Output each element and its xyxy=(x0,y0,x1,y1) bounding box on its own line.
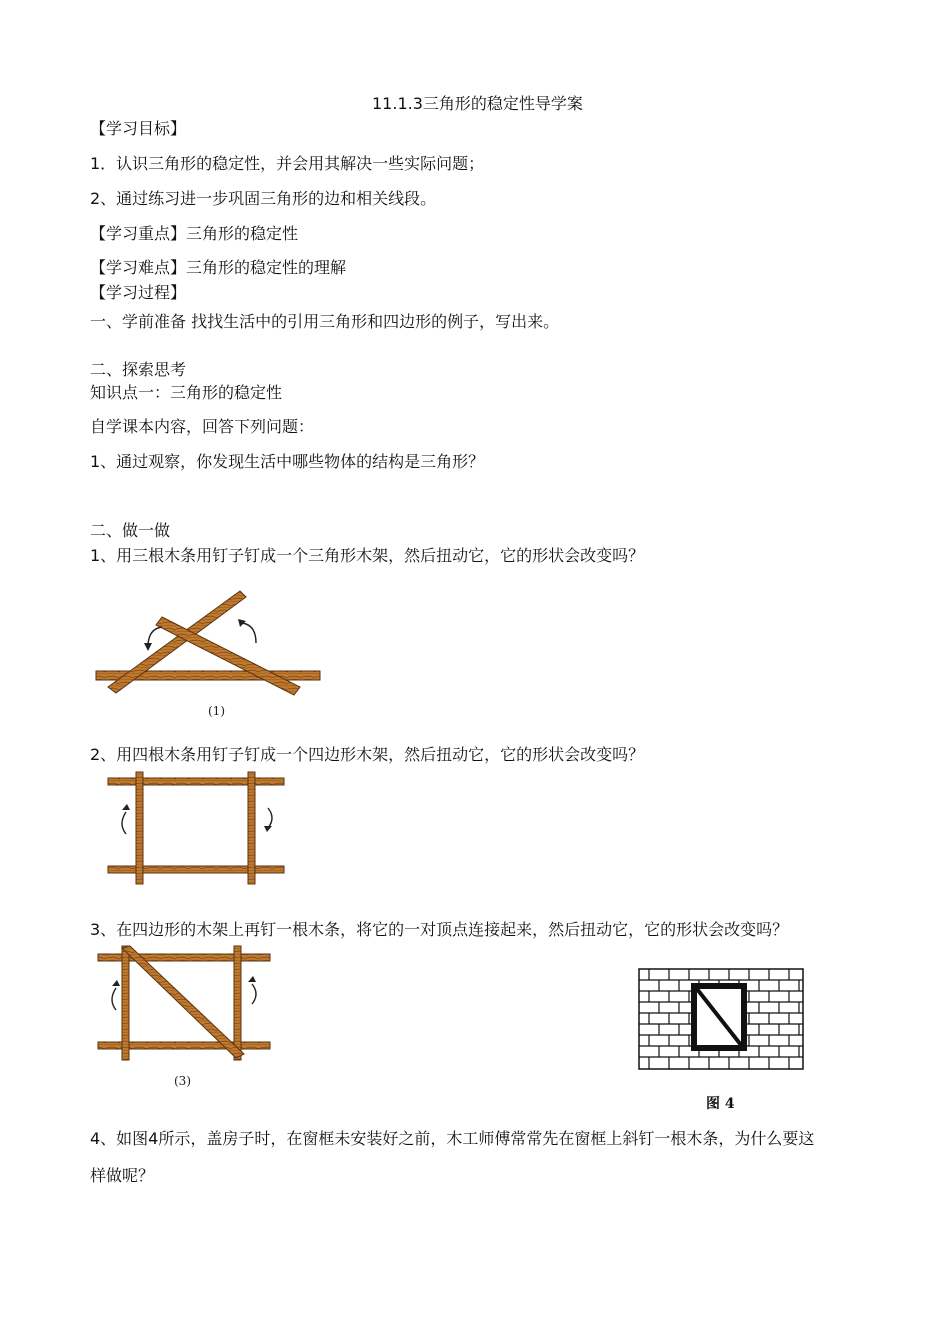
prep-question: 一、学前准备 找找生活中的引用三角形和四边形的例子，写出来。 xyxy=(90,312,560,331)
quadrilateral-frame-figure xyxy=(92,770,292,888)
goal-item-1: 1．认识三角形的稳定性，并会用其解决一些实际问题； xyxy=(90,154,485,173)
figure-4-caption: 图 4 xyxy=(706,1096,735,1112)
right-wooden-bar xyxy=(156,617,300,695)
rotate-arrow-right-icon xyxy=(268,808,272,828)
observe-question: 1、通过观察，你发现生活中哪些物体的结构是三角形？ xyxy=(90,452,485,471)
do-question-4-line-2: 样做呢？ xyxy=(90,1166,155,1185)
left-wooden-bar xyxy=(136,772,143,884)
rotate-arrow-right-icon xyxy=(242,623,256,643)
rotate-arrow-right-icon xyxy=(252,984,256,1004)
self-study-instruction: 自学课本内容，回答下列问题： xyxy=(90,417,315,436)
explore-heading: 二、探索思考 xyxy=(90,360,187,379)
right-wooden-bar xyxy=(234,946,241,1060)
page-title: 11.1.3三角形的稳定性导学案 xyxy=(372,94,583,113)
rotate-arrow-left-icon xyxy=(112,988,116,1010)
left-wooden-bar xyxy=(122,946,129,1060)
goal-heading: 【学习目标】 xyxy=(90,119,187,138)
triangle-frame-figure xyxy=(92,585,327,720)
goal-item-2: 2、通过练习进一步巩固三角形的边和相关线段。 xyxy=(90,189,437,208)
knowledge-point-1: 知识点一：三角形的稳定性 xyxy=(90,383,283,402)
do-question-1: 1、用三根木条用钉子钉成一个三角形木架，然后扭动它，它的形状会改变吗？ xyxy=(90,546,645,565)
rotate-arrow-left-icon xyxy=(122,812,126,834)
do-question-2: 2、用四根木条用钉子钉成一个四边形木架，然后扭动它，它的形状会改变吗？ xyxy=(90,745,645,764)
braced-frame-figure xyxy=(92,944,282,1064)
process-heading: 【学习过程】 xyxy=(90,283,187,302)
figure-3-caption: (3) xyxy=(174,1074,191,1088)
bottom-wooden-bar xyxy=(108,866,284,873)
difficulty: 【学习难点】三角形的稳定性的理解 xyxy=(90,258,347,277)
do-heading: 二、做一做 xyxy=(90,521,171,540)
brick-wall-window-figure xyxy=(637,967,805,1071)
do-question-4-line-1: 4、如图4所示，盖房子时，在窗框未安装好之前，木工师傅常常先在窗框上斜钉一根木条，为什么要这 xyxy=(90,1129,815,1148)
right-wooden-bar xyxy=(248,772,255,884)
do-question-3: 3、在四边形的木架上再钉一根木条，将它的一对顶点连接起来，然后扭动它，它的形状会改变吗？ xyxy=(90,920,789,939)
figure-1-caption: (1) xyxy=(208,704,225,718)
diagonal-wooden-bar xyxy=(122,946,244,1058)
top-wooden-bar xyxy=(108,778,284,785)
key-point: 【学习重点】三角形的稳定性 xyxy=(90,224,299,243)
